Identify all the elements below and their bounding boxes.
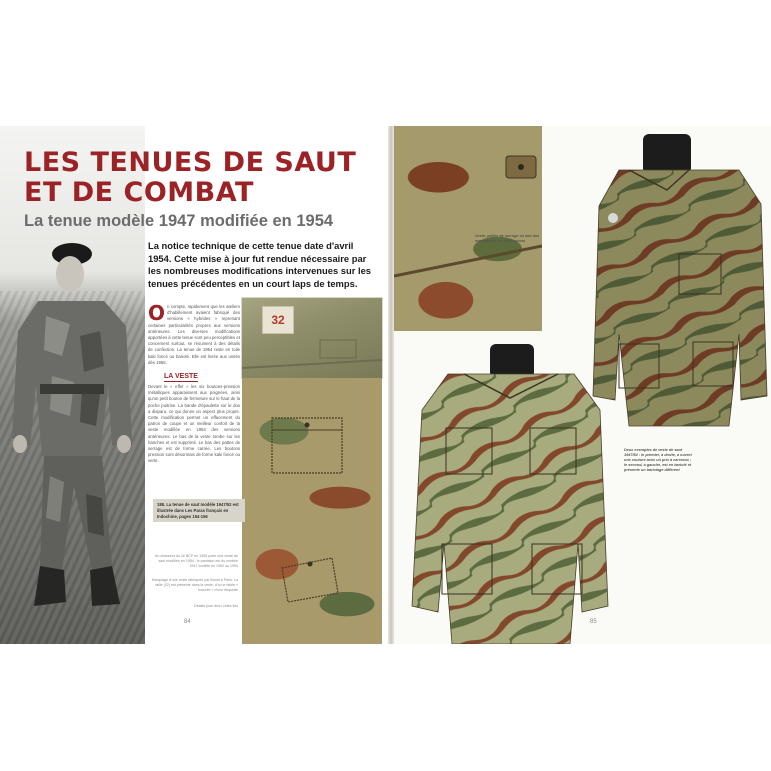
intro-text: n compte, rapidement que les ateliers d'habillement avaient fabriqué des versions « hybrides » reprenant certaines particularités propres aux versions antérieures. Les diverses modifications apportées à cette tenue sont peu perceptibles et concernent surtout, se résument à des détails de confection. La tenue de 1954 reste en toile kaki foncé ou bariolé. Elle est livrée aux unités dès 1955. bbox=[148, 304, 240, 365]
veste-paragraph: Devant le « effet » les six boutons-pression métalliques apparaissent aux poignées, ainsi qu'un petit bouton de fermeture sur le haut de la poche poitrine. La bande d'épaulette sur le dos a disparu, ce qui donne un aspect plus propre. Cette modification permet un effacement du patron de coupe et un meilleur confort de la veste modifiée en 1954 des versions antérieures. Le bas de la veste tombe sur les hanches et est supprimé. Le bas des pattes de serrage est de forme carrée. Les boutons pression sont désormais de forme kaki foncé ou verte. bbox=[148, 384, 240, 464]
right-page bbox=[0, 126, 771, 644]
sleeve-detail-photo bbox=[394, 126, 542, 331]
size-tag: 32 bbox=[262, 306, 294, 334]
article-subtitle: La tenue modèle 1947 modifiée en 1954 bbox=[24, 212, 334, 230]
page-number-right: 85 bbox=[590, 619, 597, 625]
caption-marking: Marquage d'une veste fabriquée par Bouet à Paris. La taille (32) est présente dans la veste, d'où le faible « bourrée » d'une étiquette bbox=[151, 578, 238, 592]
reference-caption: 188. La tenue de saut modèle 1947/52 est illustrée dans Les Paras français en Indochine, pages 154-156 bbox=[153, 499, 245, 522]
article-title: LES TENUES DE SAUT ET DE COMBAT bbox=[24, 147, 357, 208]
sleeve-tab bbox=[394, 126, 542, 331]
caption-detail: Détails pour deux côtés liés bbox=[194, 604, 238, 608]
page-number-left: 84 bbox=[184, 619, 191, 625]
caption-sleeve: Veste, pattes de serrage au bas des manches et sur les boutons bbox=[475, 234, 540, 243]
lead-paragraph: La notice technique de cette tenue date d'avril 1954. Cette mise à jour fut rendue nécessaire par les nombreuses modifications intervenues sur les tenues précédentes en un court laps de temps. bbox=[148, 240, 371, 289]
dropcap: O bbox=[148, 301, 166, 325]
caption-jackets: Deux exemples de veste de saut 1947/54 : le premier, à droite, a ouvert une couture avec un prix à carreaux ; le second, à gauche, est en bariolé et présente un bariolage différent bbox=[624, 448, 692, 472]
section-heading: LA VESTE bbox=[164, 373, 198, 380]
jacket-photo-1 bbox=[589, 134, 771, 439]
caption-soldier: Un chasseur du 2e BCP en 1955 porte une veste de saut modifiée en 1954 ; le pantalon est du modèle 1947 modifié en 1952 ou 1954 bbox=[154, 554, 238, 568]
magazine-spread bbox=[0, 126, 771, 644]
jacket-photo-2 bbox=[408, 344, 613, 644]
